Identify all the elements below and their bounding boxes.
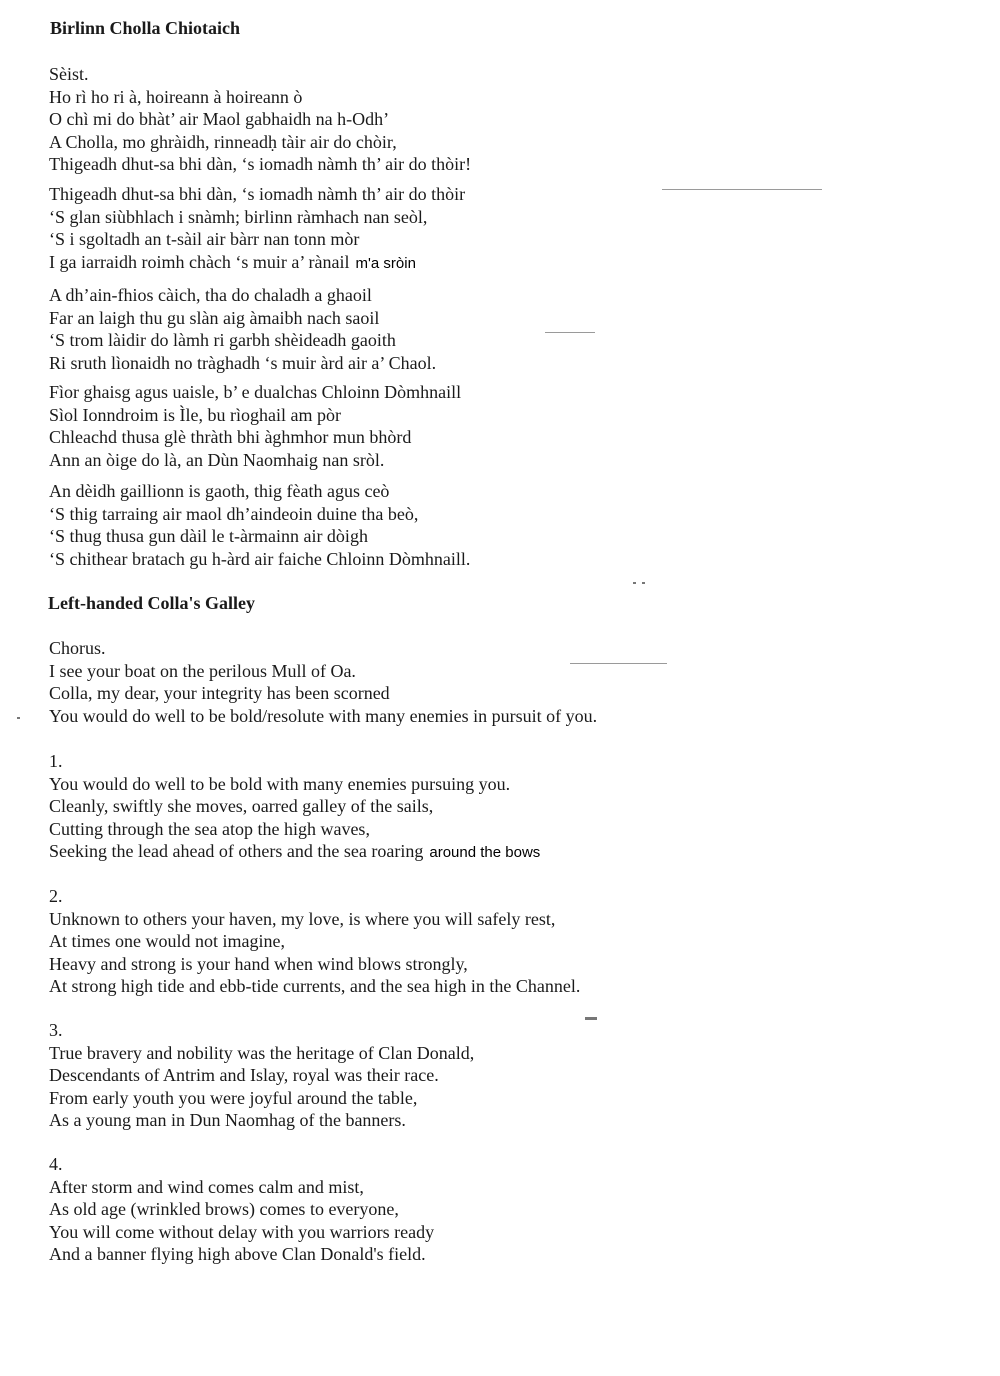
poem-line: Colla, my dear, your integrity has been scorned [49, 683, 390, 704]
poem-line: You would do well to be bold with many enemies pursuing you. [49, 773, 511, 794]
handwritten-insert: m'a sròin [355, 254, 416, 272]
poem-line: An dèidh gaillionn is gaoth, thig fèath agus ceò [49, 481, 390, 501]
poem-line: True bravery and nobility was the heritage of Clan Donald, [49, 1042, 475, 1063]
poem-line: ‘S i sgoltadh an t-sàil air bàrr nan tonn mòr [49, 229, 360, 250]
gaelic-stanza-1 [49, 183, 465, 275]
gaelic-title: Birlinn Cholla Chiotaich [50, 18, 241, 38]
poem-line: Thigeadh dhut-sa bhi dàn, ‘s iomadh nàmh th’ air do thòir [49, 184, 466, 204]
poem-line: Fìor ghaisg agus uaisle, b’ e dualchas Chloinn Dòmhnaill [49, 382, 462, 402]
poem-line: Unknown to others your haven, my love, is where you will safely rest, [49, 908, 556, 929]
verse-number: 4. [49, 1154, 63, 1174]
scan-artifact [585, 1017, 597, 1020]
poem-line: ‘S trom làidir do làmh ri garbh shèideadh gaoith [49, 330, 396, 351]
poem-line: Heavy and strong is your hand when wind blows strongly, [49, 953, 468, 974]
poem-line: ‘S glan siùbhlach i snàmh; birlinn ràmhach nan seòl, [49, 206, 428, 227]
poem-line: Chleachd thusa glè thràth bhi àghmhor mun bhòrd [49, 427, 412, 448]
poem-line: You would do well to be bold/resolute with many enemies in pursuit of you. [49, 705, 598, 726]
gaelic-stanza-chorus [49, 63, 471, 176]
poem-line: From early youth you were joyful around the table, [49, 1087, 418, 1108]
poem-line: ‘S chithear bratach gu h-àrd air faiche Chloinn Dòmhnaill. [49, 548, 471, 569]
poem-line: As old age (wrinkled brows) comes to everyone, [49, 1199, 399, 1220]
poem-line: A Cholla, mo ghràidh, rinneadḥ tàir air do chòir, [49, 131, 397, 152]
scan-artifact [17, 717, 20, 719]
gaelic-stanza-2 [49, 284, 436, 374]
poem-line: O chì mi do bhàt’ air Maol gabhaidh na h-Odh’ [49, 109, 390, 130]
scan-artifact [570, 663, 667, 664]
verse-number: 1. [49, 751, 63, 771]
verse-number: 2. [49, 886, 63, 906]
scan-artifact [642, 582, 645, 584]
scan-artifact [633, 582, 636, 584]
poem-line: And a banner flying high above Clan Donald's field. [49, 1244, 426, 1265]
poem-line: Sìol Ionndroim is Ìle, bu rìoghail am pòr [49, 404, 341, 425]
poem-line: Ann an òige do là, an Dùn Naomhaig nan sròl. [49, 449, 385, 470]
poem-line: Ri sruth lìonaidh no tràghadh ‘s muir àrd air a’ Chaol. [49, 352, 437, 373]
poem-line: At strong high tide and ebb-tide currents, and the sea high in the Channel. [49, 976, 581, 997]
poem-line [49, 251, 465, 276]
poem-line: Sèist. [49, 64, 89, 84]
gaelic-stanza-4 [49, 480, 470, 570]
english-title: Left-handed Colla's Galley [48, 593, 256, 613]
english-stanza-3 [49, 1019, 474, 1132]
poem-line: You will come without delay with you warriors ready [49, 1221, 435, 1242]
poem-line: ‘S thig tarraing air maol dh’aindeoin duine tha beò, [49, 503, 419, 524]
english-stanza-2 [49, 885, 580, 998]
gaelic-stanza-3 [49, 381, 461, 471]
poem-line [49, 840, 540, 865]
poem-line: Descendants of Antrim and Islay, royal was their race. [49, 1065, 439, 1086]
english-stanza-chorus [49, 637, 597, 727]
english-stanza-1 [49, 750, 540, 865]
poem-line: As a young man in Dun Naomhag of the banners. [49, 1110, 406, 1131]
poem-line-text: I ga iarraidh roimh chàch ‘s muir a’ rànail [49, 251, 350, 272]
poem-line: A dh’ain-fhios càich, tha do chaladh a ghaoil [49, 285, 372, 305]
poem-line: At times one would not imagine, [49, 931, 285, 952]
scan-artifact [545, 332, 595, 333]
poem-line: Far an laigh thu gu slàn aig àmaibh nach saoil [49, 307, 380, 328]
poem-line-text: Seeking the lead ahead of others and the sea roaring [49, 841, 424, 862]
handwritten-insert: around the bows [429, 844, 541, 862]
poem-line: Cleanly, swiftly she moves, oarred galley of the sails, [49, 796, 434, 817]
english-stanza-4 [49, 1153, 434, 1266]
poem-line: Ho rì ho ri à, hoireann à hoireann ò [49, 86, 303, 107]
poem-line: Cutting through the sea atop the high waves, [49, 818, 370, 839]
poem-line: Thigeadh dhut-sa bhi dàn, ‘s iomadh nàmh th’ air do thòir! [49, 154, 472, 175]
scan-artifact [662, 189, 822, 190]
poem-line: I see your boat on the perilous Mull of Oa. [49, 660, 356, 681]
poem-line: Chorus. [49, 638, 106, 658]
poem-line: ‘S thug thusa gun dàil le t-àrmainn air dòigh [49, 526, 368, 547]
verse-number: 3. [49, 1020, 63, 1040]
poem-line: After storm and wind comes calm and mist, [49, 1176, 364, 1197]
